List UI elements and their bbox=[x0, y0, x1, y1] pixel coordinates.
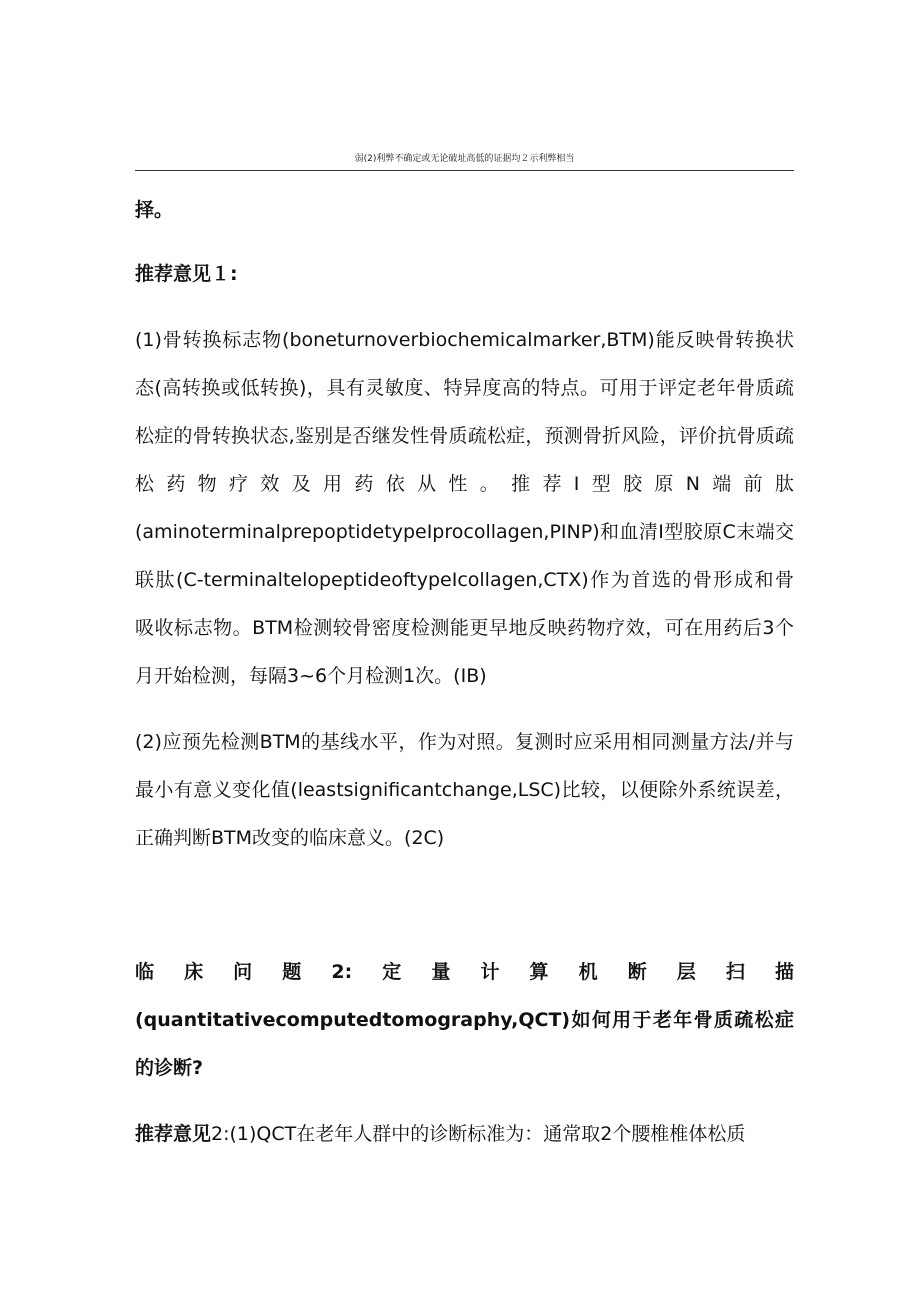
page-header bbox=[135, 152, 794, 171]
recommendation-1-paragraph-1: (1)骨转换标志物(boneturnoverbiochemicalmarker,BTM)能反映骨转换状态(高转换或低转换)，具有灵敏度、特异度高的特点。可用于评定老年骨质疏松症的骨转换状态,鉴别是否继发性骨质疏松症，预测骨折风险，评价抗骨质疏松药物疗效及用药依从性。推荐Ⅰ型胶原N端前肽(aminoterminalprepoptidetypeIprocollagen,PINP)和血清Ⅰ型胶原C末端交联肽(C-terminaltelopeptideoftypeIcollagen,CTX)作为首选的骨形成和骨吸收标志物。BTM检测较骨密度检测能更早地反映药物疗效，可在用药后3个月开始检测，每隔3~6个月检测1次。(IB) bbox=[135, 329, 794, 687]
recommendation-1-paragraph-2: (2)应预先检测BTM的基线水平，作为对照。复测时应采用相同测量方法/并与最小有意义变化值(leastsignificantchange,LSC)比较，以便除外系统误差，正确判断BTM改变的临床意义。(2C) bbox=[135, 731, 794, 849]
recommendation-2-text: 2:(1)QCT在老年人群中的诊断标准为：通常取2个腰椎椎体松质 bbox=[211, 1123, 746, 1145]
header-text: 弱(2)利弊不确定或无论破址高低的证据均２示利弊相当 bbox=[354, 154, 575, 164]
recommendation-1-heading: 推荐意见１: bbox=[135, 263, 238, 285]
clinical-question-2-rest: (quantitativecomputedtomography,QCT)如何用于老年骨质疏松症的诊断? bbox=[135, 1009, 794, 1079]
clinical-question-2-line-1: 临床问题2:定量计算机断层扫描 bbox=[135, 961, 794, 983]
clinical-question-2 bbox=[135, 948, 794, 1092]
recommendation-2 bbox=[135, 1110, 794, 1158]
continuation-text: 择。 bbox=[135, 199, 174, 221]
recommendation-2-heading: 推荐意见 bbox=[135, 1123, 212, 1145]
